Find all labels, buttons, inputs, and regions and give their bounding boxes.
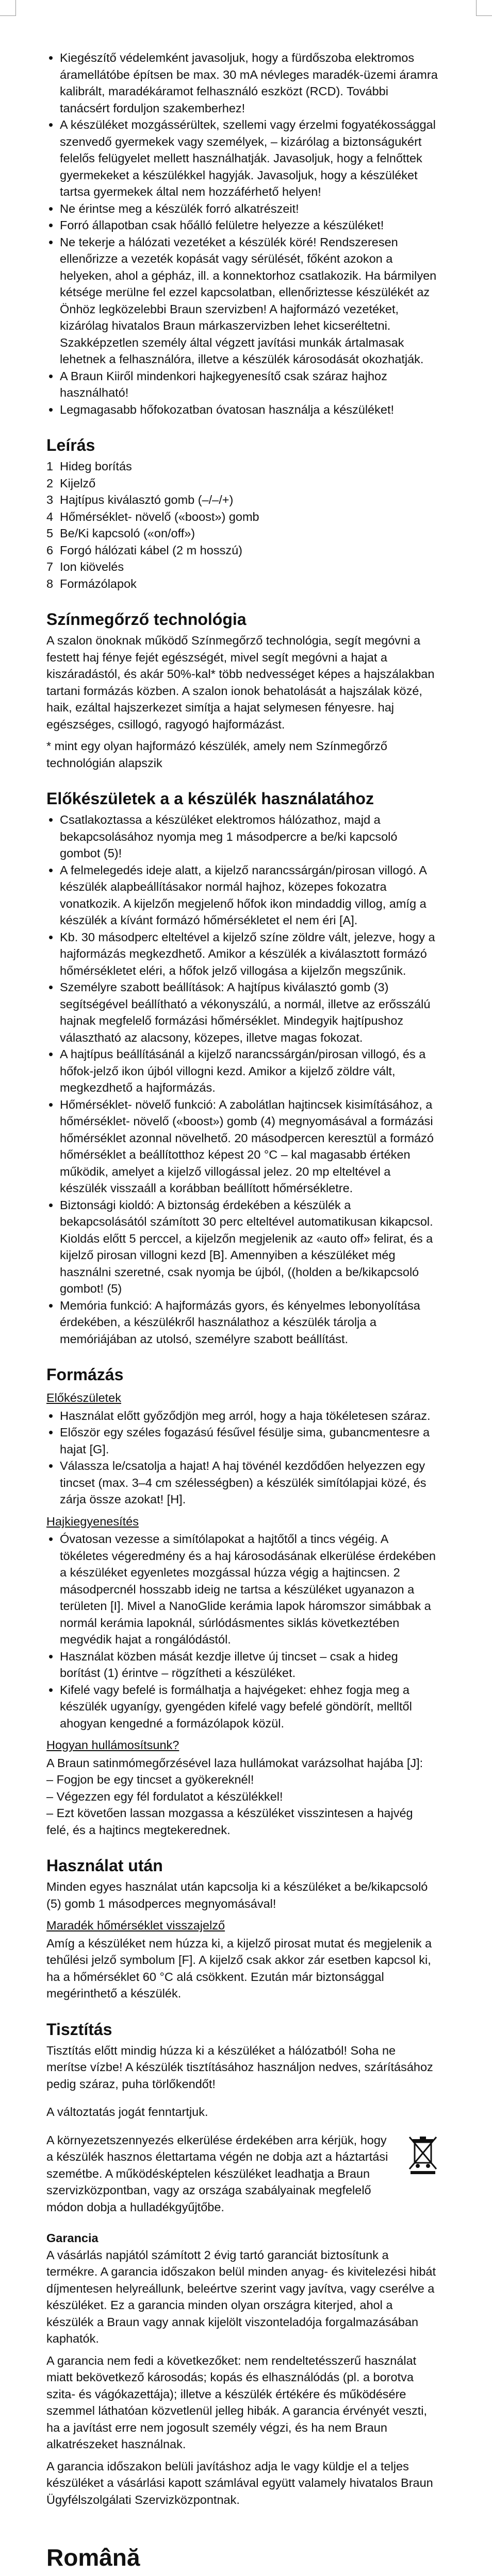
list-item: • Válassza le/csatolja a hajat! A haj tövénél kezdődően helyezzen egy tincset (max. 3–4 cm szélességben) a készülék simítólapjai közé, és zárja össze azokat! [H]. [46,1458,438,1508]
paragraph: – Fogjon be egy tincset a gyökereknél! [46,1773,254,1786]
paragraph: Minden egyes használat után kapcsolja ki a készüléket a be/kikapcsoló (5) gomb 1 másodperces megnyomásával! [46,1880,428,1910]
list-item: • Memória funkció: A hajformázás gyors, és kényelmes lebonyolítása érdekében, a készülékről használathoz a készülék tárolja a memóriájában az utolsó, személyre szabott beállítást. [46,1297,438,1348]
list-item: • Forró állapotban csak hőálló felületre helyezze a készüléket! [46,217,438,234]
list-item: • Csatlakoztassa a készüléket elektromos hálózathoz, majd a bekapcsolásához nyomja meg 1 másodpercre a be/ki kapcsoló gombot (5)! [46,811,438,862]
list-item: 3 Hajtípus kiválasztó gomb (–/–/+) [46,493,234,506]
section-title-garancia: Garancia [46,2231,99,2245]
prep-list-hu [46,811,438,1347]
paragraph: A garancia nem fedi a következőket: nem rendeltetésszerű használat miatt bekövetkező károsodás; kopás és elhasználódás (pl. a borotva szita- és vágókazettája); illetve a készülék értékére és működésére szemmel láthatóan közvetlenül jelleg hibák. A garancia érvényét veszti, ha a javítást erre nem jogosult személy végzi, és ha nem Braun alkatrészeket használnak. [46,2353,428,2451]
subheading: Maradék hőmérséklet visszajelző [46,1919,225,1932]
list-item: 8 Formázólapok [46,577,137,590]
language-title-ro: Română [46,2544,140,2571]
page-content [46,49,438,2576]
paragraph: Amíg a készüléket nem húzza ki, a kijelző pirosat mutat és megjelenik a tehűlési jelző symbolum [F]. A kijelző csak akkor zár esetben kapcsol ki, ha a hőmérséklet 60 °C alá csökkent. Ezután már biztonsággal megérinthető a készülék. [46,1936,432,2000]
subheading: Hogyan hullámosítsunk? [46,1738,179,1752]
list-item: • Óvatosan vezesse a simítólapokat a hajtőtől a tincs végéig. A tökéletes végeredmény és a haj károsodásának elkerülése érdekében a készüléket egyenletes mozgással húzza végig a hajtincsen. 2 másodpercnél hosszabb ideig ne tartsa a készüléket ugyanazon a területen [I]. Mivel a NanoGlide kerámia lapok háromszor simábbak a normál kerámia lapoknál, súrlódásmentes siklás következtében megvédik hajat a rongálódástól. [46,1531,438,1648]
paragraph: – Végezzen egy fél fordulatot a készülékkel! [46,1789,283,1803]
recycle-block [46,2132,438,2221]
section-title-prep: Előkészületek a a készülék használatához [46,789,374,808]
paragraph: A változtatás jogát fenntartjuk. [46,2105,208,2119]
list-item: • Először egy széles fogazású fésűvel fésülje sima, gubancmentesre a hajat [G]. [46,1424,438,1458]
subheading: Előkészületek [46,1391,121,1404]
list-item: • Ne érintse meg a készülék forró alkatrészeit! [46,200,438,217]
list-item: 5 Be/Ki kapcsoló («on/off») [46,527,195,540]
list-item: • Ne tekerje a hálózati vezetéket a készülék köré! Rendszeresen ellenőrizze a vezeték kopását vagy sérülését, főként azokon a helyeken, ahol a gépház, ill. a konnektorhoz csatlakozik. Ha bármilyen kétsége merülne fel ezzel kapcsolatban, ellenőriztesse készülékét az Önhöz legközelebbi Braun szervizben! A hajformázó vezetéket, kizárólag hivatalos Braun márkaszervizben lehet kicseréltetni. Szakképzetlen személy által végzett javítási munkák ártalmasak lehetnek a felhasználóra, illetve a készülék károsodását okozhatják. [46,234,438,368]
section-title-tisztitas: Tisztítás [46,2020,112,2039]
list-item: • A hajtípus beállításánál a kijelző narancssárgán/pirosan villogó, és a hőfok-jelző ikon újból villogni kezd. Amikor a kijelző zöldre vált, megkezdhető a hajformázás. [46,1046,438,1096]
paragraph: A vásárlás napjától számított 2 évig tartó garanciát biztosítunk a termékre. A garancia időszakon belül minden anyag- és kivitelezési hibát díjmentesen helyreállunk, beleértve szerint vagy javítva, vagy cserélve a készüléket. Ez a garancia minden olyan országra kiterjed, ahol a készülék a Braun vagy annak kijelölt viszonteladója forgalmazásában kaphatók. [46,2248,436,2345]
crop-mark [476,0,492,16]
paragraph: A környezetszennyezés elkerülése érdekében arra kérjük, hogy a készülék hasznos élettartama végén ne dobja azt a háztartási szemétbe. A működésképtelen készüléket leadhatja a Braun szervizközpontban, vagy az országa szabályainak megfelelő módon dobja a hulladékgyűjtőbe. [46,2133,388,2214]
list-item: 2 Kijelző [46,476,96,490]
parts-list-hu [46,458,438,592]
paragraph: Tisztítás előtt mindig húzza ki a készüléket a hálózatból! Soha ne merítse vízbe! A készülék tisztításához használjon nedves, szárításához pedig száraz, puha törlőkendőt! [46,2043,433,2091]
elok-list [46,1408,438,1508]
list-item: • A készüléket mozgássérültek, szellemi vagy érzelmi fogyatékossággal szenvedő gyermekek vagy személyek, – kizárólag a biztonságukért felelős felügyelet mellett használhatják. Javasoljuk, hogy a felnőttek gyermekeket a készülékkel hagyják. Javasoljuk, hogy a készüléket tartsa gyermekek által nem hozzáférhető helyen! [46,116,438,200]
paragraph: A szalon önoknak működő Színmegőrző technológia, segít megóvni a festett haj fénye fejét egészségét, mivel segít megóvni a hajat a kiszáradástól, és akár 50%-kal* több nedvességet képes a hajszálakban tartani formázás közben. A szalon ionok behatolását a hajszálak közé, haik, ezáltal hajszerkezet simítja a hajat selymesen fényesre. haj egészséges, csillogó, ragyogó hajformázást. [46,634,435,731]
list-item: 1 Hideg borítás [46,460,132,473]
list-item: 4 Hőmérséklet- növelő («boost») gomb [46,510,259,523]
paragraph: A Braun satinmómegőrzésével laza hullámokat varázsolhat hajába [J]: [46,1756,423,1770]
list-item: • A felmelegedés ideje alatt, a kijelző narancssárgán/pirosan villogó. A készülék alapbeállításakor normál hajhoz, közepes fokozatra vonatkozik. A kijelzőn megjelenő hőfok ikon mindaddig villog, amíg a készülék a kívánt formázó hőmérsékletet el nem éri [A]. [46,862,438,929]
list-item: • Legmagasabb hőfokozatban óvatosan használja a készüléket! [46,401,438,418]
list-item: • Kb. 30 másodperc elteltével a kijelző színe zöldre vált, jelezve, hogy a hajformázás megkezdhető. Amikor a készülék a kiválasztott formázó hőmérsékletet eléri, a hőfok jelző villogása a kijelzőn megszűnik. [46,929,438,979]
section-title-utan: Használat után [46,1856,163,1875]
list-item: • Biztonsági kioldó: A biztonság érdekében a készülék a bekapcsolásától számított 30 perc elteltével automatikusan kikapcsol. Kioldás előtt 5 perccel, a kijelzőn megjelenik az «auto off» felirat, és a kijelző pirosan villogni kezd [B]. Amennyiben a készüléket még használni szeretné, csak nyomja be újból, ((holden a be/kikapcsoló gombot! (5) [46,1197,438,1297]
list-item: • Kiegészítő védelemként javasoljuk, hogy a fürdőszoba elektromos áramellátóbe építsen be max. 30 mA névleges maradék-üzemi áramra kalibrált, maradékáramot felhasználó eszközt (RCD). További tanácsért forduljon szakemberhez! [46,49,438,116]
paragraph: A garancia időszakon belüli javításhoz adja le vagy küldje el a teljes készüléket a vásárlási kapott számlával együtt valamely hivatalos Braun Ügyfélszolgálati Szervizközpontnak. [46,2459,433,2506]
list-item: • Kifelé vagy befelé is formálhatja a hajvégeket: ehhez fogja meg a készülék ugyanígy, gyengéden kifelé vagy befelé göndörít, melltől ahogyan kengedné a formázólapok közül. [46,1682,438,1732]
crop-mark [0,0,16,16]
section-title-leiras: Leírás [46,436,95,454]
list-item: • Hőmérséklet- növelő funkció: A zabolátlan hajtincsek kisimításához, a hőmérséklet- növelő («boost») gomb (4) megnyomásával a formázási hőmérséklet azonnal növelhető. 20 másodpercen keresztül a formázó hőmérséklet a beállítotthoz képest 20 °C – kal magasabb értéken működik, amelyet a kijelző villogással jelez. 20 mp elteltével a készülék visszaáll a korábban beállított hőmérsékletre. [46,1096,438,1197]
crossed-bin-icon [407,2135,438,2175]
safety-list-hu [46,49,438,418]
kiegyen-list [46,1531,438,1732]
section-title-formazas: Formázás [46,1365,124,1384]
list-item: • Személyre szabott beállítások: A hajtípus kiválasztó gomb (3) segítségével beállítható a vékonyszálú, a normál, illetve az erősszálú hajnak megfelelő formázási hőmérséklet. Mindegyik hajtípushoz választható az alacsony, közepes, illetve magas fokozat. [46,979,438,1046]
list-item: • Használat előtt győződjön meg arról, hogy a haja tökéletesen száraz. [46,1408,438,1425]
paragraph: – Ezt követően lassan mozgassa a készüléket visszintesen a hajvég felé, és a hajtincs megtekerednek. [46,1806,413,1837]
section-title-colour: Színmegőrző technológia [46,610,247,629]
list-item: 7 Ion kiövelés [46,560,124,573]
subheading: Hajkiegyenesítés [46,1514,139,1528]
footnote: * mint egy olyan hajformázó készülék, amely nem Színmegőrző technológián alapszik [46,739,387,770]
list-item: • A Braun Kiiről mindenkori hajkegyenesítő csak száraz hajhoz használható! [46,368,438,401]
list-item: 6 Forgó hálózati kábel (2 m hosszú) [46,543,242,557]
list-item: • Használat közben mását kezdje illetve új tincset – csak a hideg borítást (1) érintve – rögzítheti a készüléket. [46,1648,438,1682]
